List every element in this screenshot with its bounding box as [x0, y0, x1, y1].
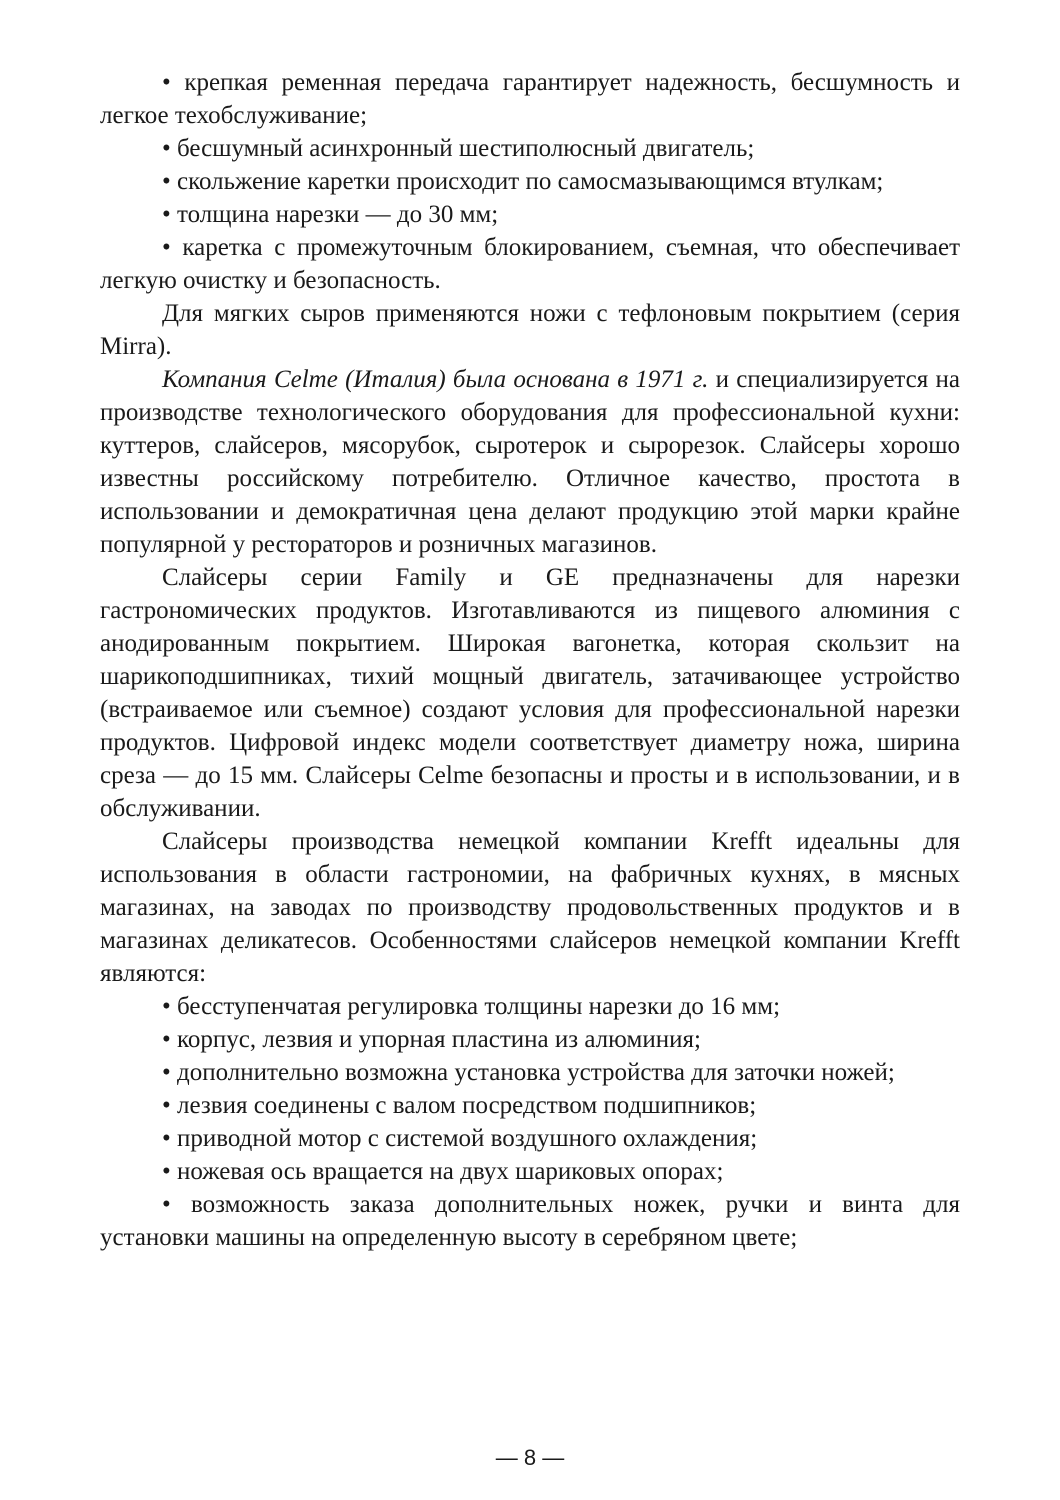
celme-italic-lead: Компания Celme (Италия) была основана в 1971 г. — [162, 366, 709, 393]
bullet-item: • толщина нарезки — до 30 мм; — [100, 198, 960, 231]
paragraph-celme — [100, 363, 960, 561]
bullet-item: • скольжение каретки происходит по самосмазывающимся втулкам; — [100, 165, 960, 198]
bullet-item: • лезвия соединены с валом посредством подшипников; — [100, 1089, 960, 1122]
paragraph-krefft: Слайсеры производства немецкой компании Krefft идеальны для использования в области гастрономии, на фабричных кухнях, в мясных магазинах, на заводах по производству продовольственных продуктов и в магазинах деликатесов. Особенностями слайсеров немецкой компании Krefft являются: — [100, 828, 960, 987]
bullet-item: • дополнительно возможна установка устройства для заточки ножей; — [100, 1056, 960, 1089]
page-number: — 8 — — [495, 1445, 565, 1470]
bullet-item: • бесступенчатая регулировка толщины нарезки до 16 мм; — [100, 990, 960, 1023]
bullet-item: • крепкая ременная передача гарантирует надежность, бесшумность и легкое техобслуживание; — [100, 66, 960, 132]
bullet-item: • каретка с промежуточным блокированием, съемная, что обеспечивает легкую очистку и безопасность. — [100, 231, 960, 297]
bullet-item: • бесшумный асинхронный шестиполюсный двигатель; — [100, 132, 960, 165]
paragraph-mirra: Для мягких сыров применяются ножи с тефлоновым покрытием (серия Mirra). — [100, 300, 960, 360]
body-text — [100, 66, 960, 1254]
paragraph-family: Слайсеры серии Family и GE предназначены для нарезки гастрономических продуктов. Изготавливаются из пищевого алюминия с анодированным покрытием. Широкая вагонетка, которая скользит на шарикоподшипниках, тихий мощный двигатель, затачивающее устройство (встраиваемое или съемное) создают условия для профессиональной нарезки продуктов. Цифровой индекс модели соответствует диаметру ножа, ширина среза — до 15 мм. Слайсеры Celme безопасны и просты и в использовании, и в обслуживании. — [100, 564, 960, 822]
bullet-item: • возможность заказа дополнительных ножек, ручки и винта для установки машины на определенную высоту в серебряном цвете; — [100, 1188, 960, 1254]
bullet-item: • ножевая ось вращается на двух шариковых опорах; — [100, 1155, 960, 1188]
celme-body: и специализируется на производстве технологического оборудования для профессиональной кухни: куттеров, слайсеров, мясорубок, сыротерок и сырорезок. Слайсеры хорошо известны российскому потребителю. Отличное качество, простота в использовании и демократичная цена делают продукцию этой марки крайне популярной у рестораторов и розничных магазинов. — [100, 366, 961, 558]
bullet-item: • приводной мотор с системой воздушного охлаждения; — [100, 1122, 960, 1155]
bullet-item: • корпус, лезвия и упорная пластина из алюминия; — [100, 1023, 960, 1056]
